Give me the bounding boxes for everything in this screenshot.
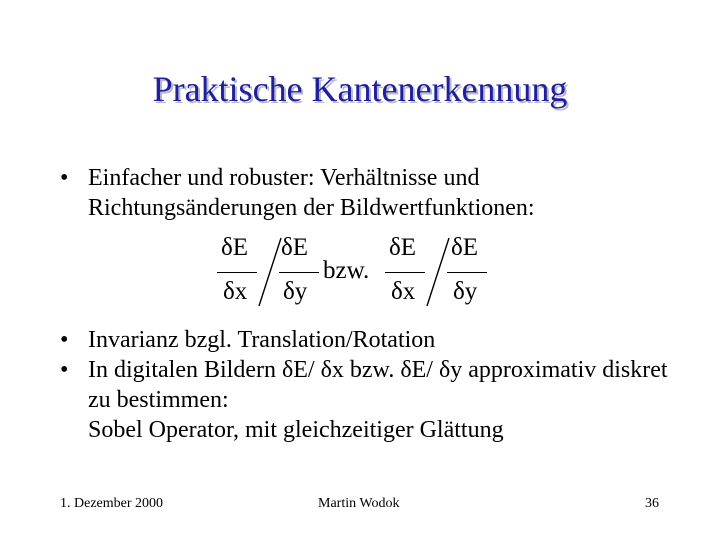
bullet-symbol: • bbox=[60, 165, 69, 191]
formula-denominator: δx bbox=[223, 278, 248, 305]
formula-numerator: δE bbox=[281, 234, 309, 261]
formula-connector: bzw. bbox=[323, 257, 370, 284]
slide-title: Praktische Kantenerkennung bbox=[152, 69, 568, 109]
bullet-text: Invarianz bzgl. Translation/Rotation bbox=[88, 327, 436, 353]
footer-date: 1. Dezember 2000 bbox=[60, 496, 164, 511]
formula-denominator: δy bbox=[453, 278, 478, 305]
formula-numerator: δE bbox=[389, 234, 417, 261]
formula-denominator: δy bbox=[283, 278, 308, 305]
derivative-ratio-formula bbox=[215, 232, 505, 312]
bullet-item bbox=[60, 325, 680, 355]
formula-denominator: δx bbox=[391, 278, 416, 305]
fraction-bar bbox=[279, 272, 319, 273]
bullet-symbol: • bbox=[60, 327, 69, 353]
footer-page-number: 36 bbox=[645, 496, 659, 511]
bullet-item bbox=[60, 163, 680, 223]
bullet-text: Sobel Operator, mit gleichzeitiger Glättung bbox=[88, 417, 504, 443]
fraction-bar bbox=[385, 272, 425, 273]
bullet-item bbox=[60, 355, 680, 415]
footer-author: Martin Wodok bbox=[318, 496, 400, 511]
fraction-bar bbox=[447, 272, 487, 273]
bullet-text: In digitalen Bildern δE/ δx bzw. δE/ δy approximativ diskret zu bestimmen: bbox=[88, 357, 668, 413]
bullet-continuation bbox=[60, 415, 680, 445]
bullet-list-bottom bbox=[60, 325, 680, 445]
bullet-list-top bbox=[60, 163, 680, 223]
formula-numerator: δE bbox=[221, 234, 249, 261]
formula-numerator: δE bbox=[451, 234, 479, 261]
bullet-symbol: • bbox=[60, 357, 69, 383]
bullet-text: Einfacher und robuster: Verhältnisse und Richtungsänderungen der Bildwertfunktionen: bbox=[88, 165, 535, 221]
fraction-bar bbox=[217, 272, 257, 273]
